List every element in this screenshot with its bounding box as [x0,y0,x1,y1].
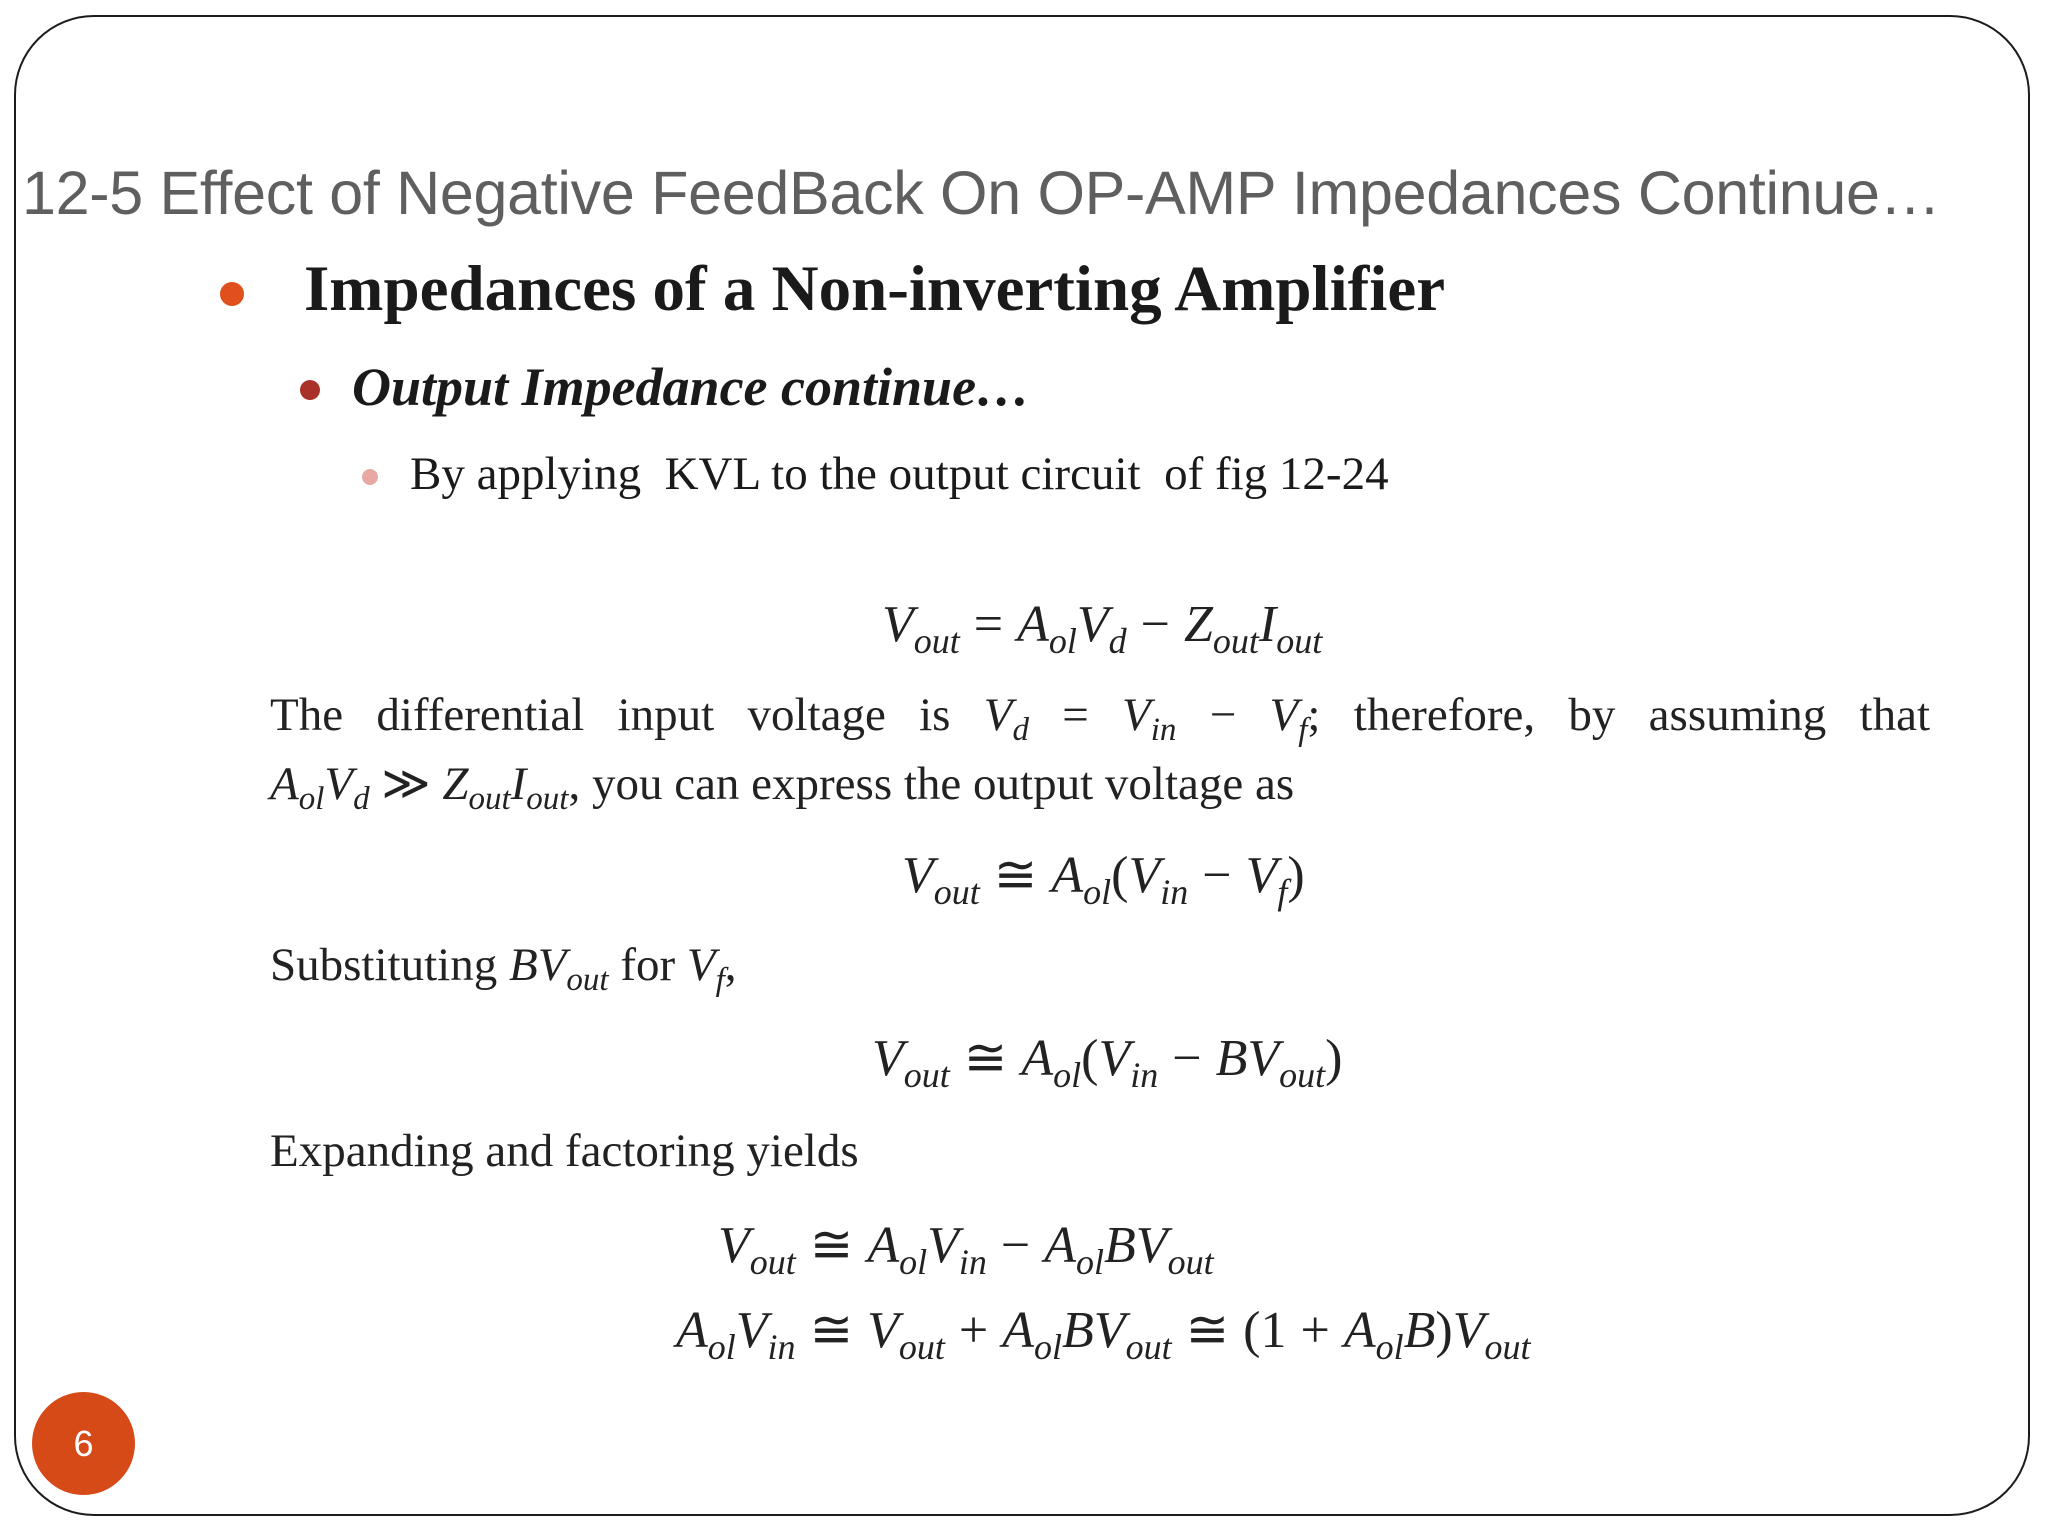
paragraph-differential-voltage-line2: $A_{ol}V_d$ ≫ $Z_{out}I_{out}$, you can express the output voltage as [270,758,1295,817]
bullet-dot-red [300,380,320,400]
bullet-level1-text: Impedances of a Non-inverting Amplifier [304,253,1446,325]
equation-approx-output: $V_{out}$ ≅ $A_{ol}(V_{in} - V_f)$ [902,847,1305,912]
para1-text-a: The differential input voltage is [270,689,951,741]
equation-substituted: $V_{out}$ ≅ $A_{ol}(V_{in} - BV_{out})$ [872,1030,1343,1095]
paragraph-differential-voltage-line1: The differential input voltage is $V_d = V_{in} - V_f$; therefore, by assuming that [270,689,1931,748]
slide-title: 12-5 Effect of Negative FeedBack On OP-AMP Impedances Continue… [22,159,1941,227]
bullet-level3-text: By applying KVL to the output circuit of fig 12-24 [410,448,1389,500]
para2-text-a: Substituting [270,939,498,991]
paragraph-expanding: Expanding and factoring yields [270,1125,859,1177]
page-number-badge: 6 [32,1392,135,1495]
equation-expanded: $V_{out}$ ≅ $A_{ol}V_{in} - A_{ol}BV_{out}$ [718,1217,1214,1282]
equation-factored: $A_{ol}V_{in}$ ≅ $V_{out} + A_{ol}BV_{out}$ ≅ $(1 + A_{ol}B)V_{out}$ [676,1302,1531,1367]
para1-text-c: , you can express the output voltage as [568,758,1295,810]
paragraph-substituting: Substituting $BV_{out}$ for $V_f$, [270,939,737,998]
para1-text-b: ; therefore, by assuming that [1307,689,1931,741]
bullet-dot-pink [362,469,378,485]
bullet-dot-orange [220,282,244,306]
bullet-level3 [362,447,1389,609]
para2-text-b: for [620,939,676,991]
bullet-level2-text: Output Impedance continue… [352,357,1031,417]
equation-output-voltage: $V_{out} = A_{ol}V_d - Z_{out}I_{out}$ [882,596,1323,661]
